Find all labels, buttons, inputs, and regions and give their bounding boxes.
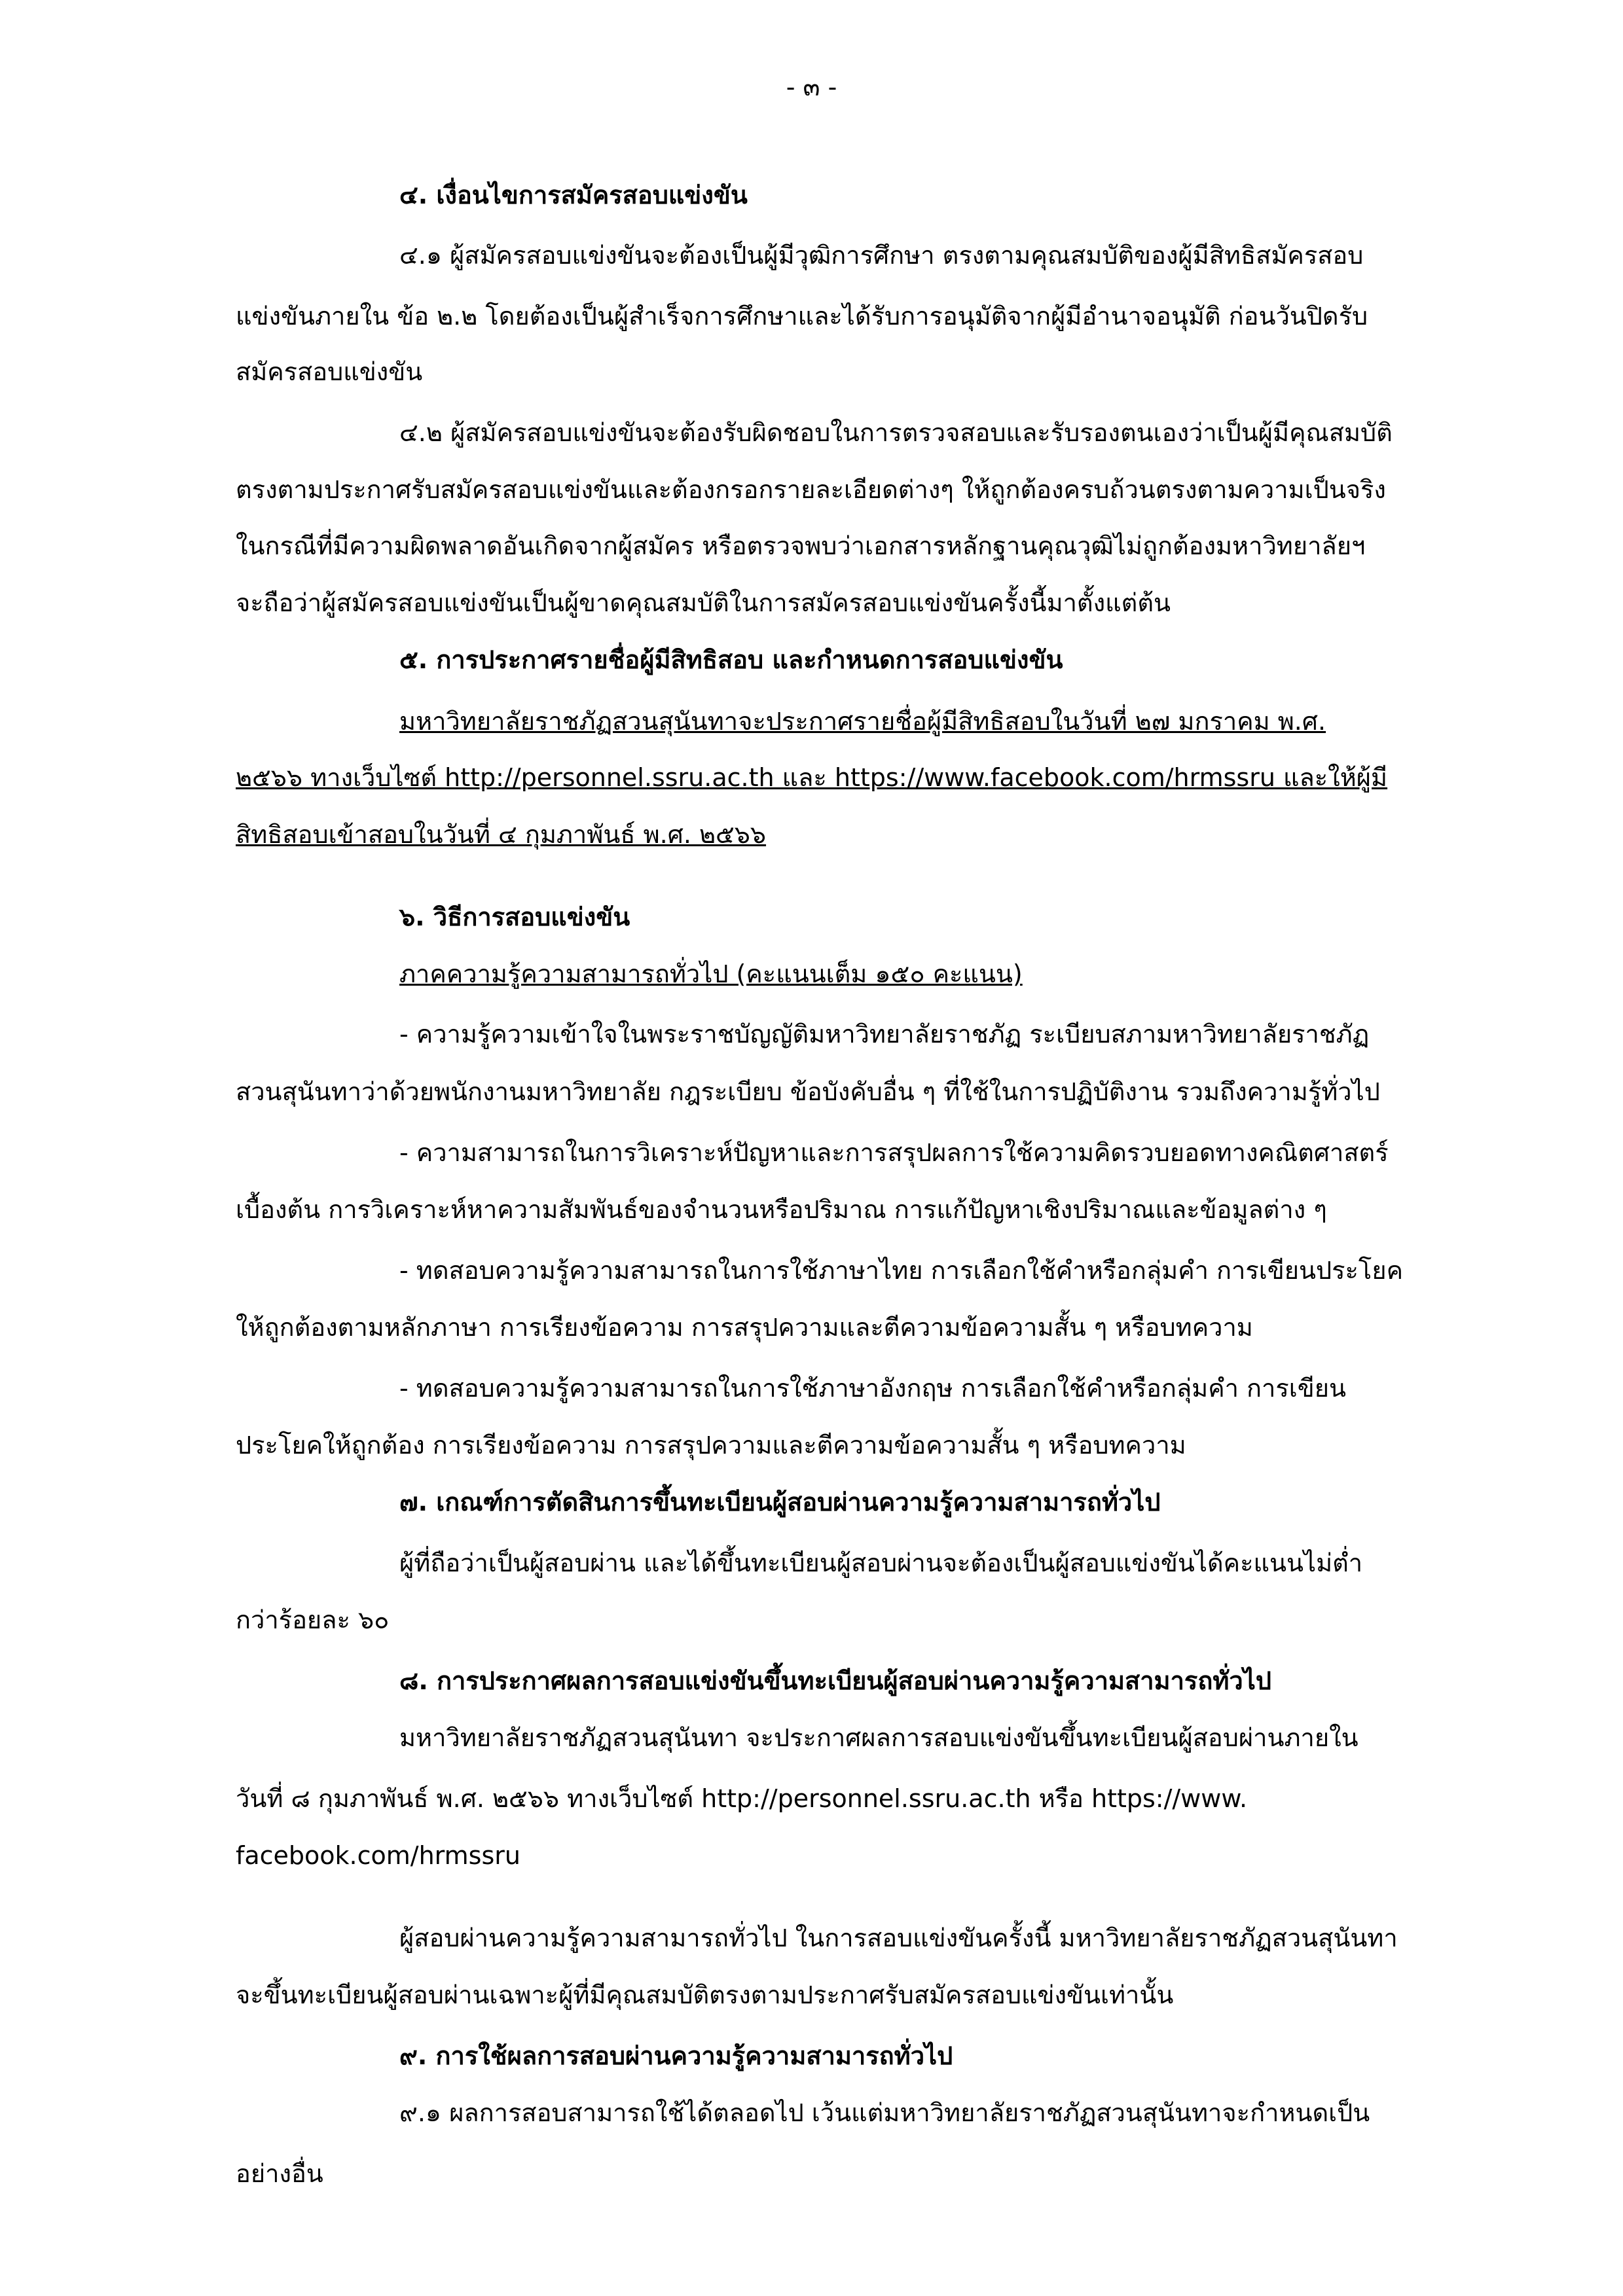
- paragraph-line: มหาวิทยาลัยราชภัฏสวนสุนันทา จะประกาศผลการสอบแข่งขันขึ้นทะเบียนผู้สอบผ่านภายใน: [399, 1723, 1359, 1752]
- heading-8: ๘. การประกาศผลการสอบแข่งขันขึ้นทะเบียนผู้สอบผ่านความรู้ความสามารถทั่วไป: [399, 1666, 1271, 1695]
- paragraph-line: - ทดสอบความรู้ความสามารถในการใช้ภาษาไทย การเลือกใช้คำหรือกลุ่มคำ การเขียนประโยค: [399, 1256, 1404, 1285]
- paragraph-line: ผู้สอบผ่านความรู้ความสามารถทั่วไป ในการสอบแข่งขันครั้งนี้ มหาวิทยาลัยราชภัฏสวนสุนันทา: [399, 1924, 1398, 1952]
- paragraph-line: สมัครสอบแข่งขัน: [236, 357, 423, 386]
- paragraph-line: มหาวิทยาลัยราชภัฏสวนสุนันทาจะประกาศรายชื่อผู้มีสิทธิสอบในวันที่ ๒๗ มกราคม พ.ศ.: [399, 707, 1326, 736]
- paragraph-line: ผู้ที่ถือว่าเป็นผู้สอบผ่าน และได้ขึ้นทะเบียนผู้สอบผ่านจะต้องเป็นผู้สอบแข่งขันได้คะแนนไม่ต่ำ: [399, 1549, 1363, 1577]
- page-number: - ๓ -: [786, 73, 837, 101]
- paragraph-line: ในกรณีที่มีความผิดพลาดอันเกิดจากผู้สมัคร หรือตรวจพบว่าเอกสารหลักฐานคุณวุฒิไม่ถูกต้องมหาวิทยาลัยฯ: [236, 531, 1366, 560]
- paragraph-line: กว่าร้อยละ ๖๐: [236, 1605, 390, 1634]
- paragraph-line: ๒๕๖๖ ทางเว็บไซต์ http://personnel.ssru.ac.th และ https://www.facebook.com/hrmssru และให้ผู้มี: [236, 763, 1388, 792]
- paragraph-line: ๔.๑ ผู้สมัครสอบแข่งขันจะต้องเป็นผู้มีวุฒิการศึกษา ตรงตามคุณสมบัติของผู้มีสิทธิสมัครสอบ: [399, 241, 1364, 270]
- paragraph-line: - ทดสอบความรู้ความสามารถในการใช้ภาษาอังกฤษ การเลือกใช้คำหรือกลุ่มคำ การเขียน: [399, 1374, 1347, 1403]
- paragraph-line: สิทธิสอบเข้าสอบในวันที่ ๔ กุมภาพันธ์ พ.ศ. ๒๕๖๖: [236, 820, 767, 849]
- heading-9: ๙. การใช้ผลการสอบผ่านความรู้ความสามารถทั่วไป: [399, 2041, 953, 2070]
- paragraph-line: จะขึ้นทะเบียนผู้สอบผ่านเฉพาะผู้ที่มีคุณสมบัติตรงตามประกาศรับสมัครสอบแข่งขันเท่านั้น: [236, 1981, 1174, 2009]
- paragraph-line: จะถือว่าผู้สมัครสอบแข่งขันเป็นผู้ขาดคุณสมบัติในการสมัครสอบแข่งขันครั้งนี้มาตั้งแต่ต้น: [236, 588, 1171, 617]
- paragraph-line: วันที่ ๘ กุมภาพันธ์ พ.ศ. ๒๕๖๖ ทางเว็บไซต์ http://personnel.ssru.ac.th หรือ https://www.: [236, 1784, 1248, 1813]
- paragraph-line: เบื้องต้น การวิเคราะห์หาความสัมพันธ์ของจำนวนหรือปริมาณ การแก้ปัญหาเชิงปริมาณและข้อมูลต่าง ๆ: [236, 1195, 1327, 1224]
- paragraph-line: ๔.๒ ผู้สมัครสอบแข่งขันจะต้องรับผิดชอบในการตรวจสอบและรับรองตนเองว่าเป็นผู้มีคุณสมบัติ: [399, 418, 1393, 447]
- heading-7: ๗. เกณฑ์การตัดสินการขึ้นทะเบียนผู้สอบผ่านความรู้ความสามารถทั่วไป: [399, 1488, 1161, 1516]
- subheading: ภาคความรู้ความสามารถทั่วไป (คะแนนเต็ม ๑๕๐ คะแนน): [399, 960, 1023, 988]
- paragraph-line: อย่างอื่น: [236, 2159, 323, 2188]
- paragraph-line: ให้ถูกต้องตามหลักภาษา การเรียงข้อความ การสรุปความและตีความข้อความสั้น ๆ หรือบทความ: [236, 1313, 1253, 1342]
- paragraph-line: facebook.com/hrmssru: [236, 1841, 520, 1870]
- paragraph-line: ๙.๑ ผลการสอบสามารถใช้ได้ตลอดไป เว้นแต่มหาวิทยาลัยราชภัฏสวนสุนันทาจะกำหนดเป็น: [399, 2098, 1370, 2127]
- paragraph-line: ตรงตามประกาศรับสมัครสอบแข่งขันและต้องกรอกรายละเอียดต่างๆ ให้ถูกต้องครบถ้วนตรงตามความเป็นจริง: [236, 475, 1386, 504]
- heading-5: ๕. การประกาศรายชื่อผู้มีสิทธิสอบ และกำหนดการสอบแข่งขัน: [399, 645, 1063, 674]
- paragraph-line: สวนสุนันทาว่าด้วยพนักงานมหาวิทยาลัย กฎระเบียบ ข้อบังคับอื่น ๆ ที่ใช้ในการปฏิบัติงาน รวมถึงความรู้ทั่วไป: [236, 1077, 1380, 1106]
- heading-6: ๖. วิธีการสอบแข่งขัน: [399, 903, 630, 931]
- heading-4: ๔. เงื่อนไขการสมัครสอบแข่งขัน: [399, 181, 748, 209]
- paragraph-line: - ความรู้ความเข้าใจในพระราชบัญญัติมหาวิทยาลัยราชภัฏ ระเบียบสภามหาวิทยาลัยราชภัฏ: [399, 1020, 1370, 1049]
- paragraph-line: แข่งขันภายใน ข้อ ๒.๒ โดยต้องเป็นผู้สำเร็จการศึกษาและได้รับการอนุมัติจากผู้มีอำนาจอนุมัติ ก่อนวันปิดรับ: [236, 302, 1368, 331]
- paragraph-line: - ความสามารถในการวิเคราะห์ปัญหาและการสรุปผลการใช้ความคิดรวบยอดทางคณิตศาสตร์: [399, 1138, 1389, 1167]
- paragraph-line: ประโยคให้ถูกต้อง การเรียงข้อความ การสรุปความและตีความข้อความสั้น ๆ หรือบทความ: [236, 1431, 1186, 1460]
